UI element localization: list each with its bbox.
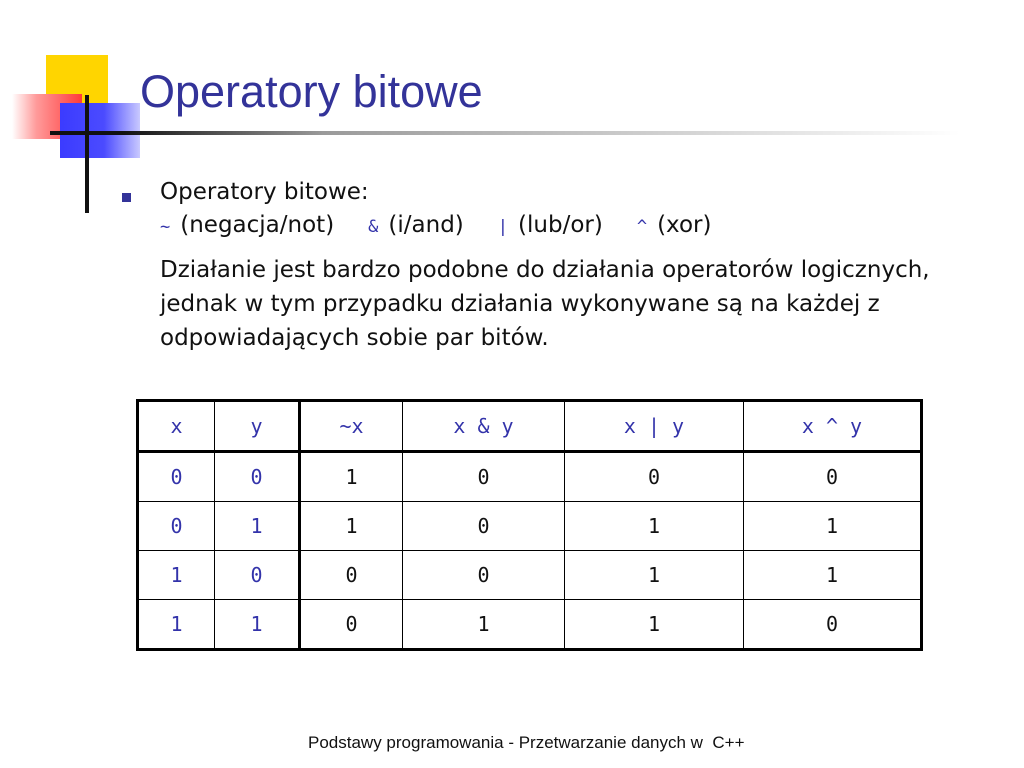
logo-vertical-line [85, 95, 89, 213]
operator-symbol-and: & [368, 217, 379, 237]
cell-not-x: 0 [300, 551, 403, 600]
cell-x: 0 [138, 452, 215, 502]
operator-symbol-xor: ^ [636, 217, 648, 237]
header-xor: x ^ y [744, 401, 922, 452]
cell-y: 1 [215, 600, 300, 650]
header-and: x & y [403, 401, 565, 452]
slide-title: Operatory bitowe [140, 66, 483, 117]
operator-label-or: (lub/or) [518, 212, 603, 238]
cell-not-x: 1 [300, 452, 403, 502]
cell-and: 0 [403, 452, 565, 502]
cell-xor: 1 [744, 551, 922, 600]
table-row [138, 502, 922, 551]
description-paragraph: Działanie jest bardzo podobne do działania operatorów logicznych, jednak w tym przypadku działania wykonywane są na każdej z odpowiadających sobie par bitów. [160, 257, 930, 351]
cell-xor: 0 [744, 452, 922, 502]
operator-label-not: (negacja/not) [180, 212, 335, 238]
cell-or: 0 [565, 452, 744, 502]
header-or: x | y [565, 401, 744, 452]
header-not-x: ~x [300, 401, 403, 452]
operators-line [160, 209, 1010, 244]
operator-symbol-not: ~ [160, 217, 171, 237]
cell-and: 0 [403, 551, 565, 600]
header-x: x [138, 401, 215, 452]
cell-y: 0 [215, 551, 300, 600]
cell-not-x: 0 [300, 600, 403, 650]
cell-and: 1 [403, 600, 565, 650]
cell-or: 1 [565, 600, 744, 650]
bullet-square-icon [122, 193, 131, 202]
bullet-heading: Operatory bitowe: [160, 179, 369, 205]
cell-xor: 1 [744, 502, 922, 551]
title-underline [50, 131, 960, 135]
operator-label-xor: (xor) [657, 212, 712, 238]
operator-label-and: (i/and) [388, 212, 464, 238]
cell-xor: 0 [744, 600, 922, 650]
cell-x: 1 [138, 600, 215, 650]
truth-table [136, 399, 923, 651]
cell-not-x: 1 [300, 502, 403, 551]
cell-x: 0 [138, 502, 215, 551]
cell-x: 1 [138, 551, 215, 600]
table-row [138, 551, 922, 600]
cell-or: 1 [565, 502, 744, 551]
bullet-body [160, 176, 1010, 355]
cell-y: 0 [215, 452, 300, 502]
table-header-row [138, 401, 922, 452]
cell-and: 0 [403, 502, 565, 551]
table-row [138, 600, 922, 650]
cell-y: 1 [215, 502, 300, 551]
footer-text: Podstawy programowania - Przetwarzanie danych w C++ [308, 733, 745, 752]
cell-or: 1 [565, 551, 744, 600]
table-row [138, 452, 922, 502]
header-y: y [215, 401, 300, 452]
operator-symbol-or: | [497, 217, 509, 237]
